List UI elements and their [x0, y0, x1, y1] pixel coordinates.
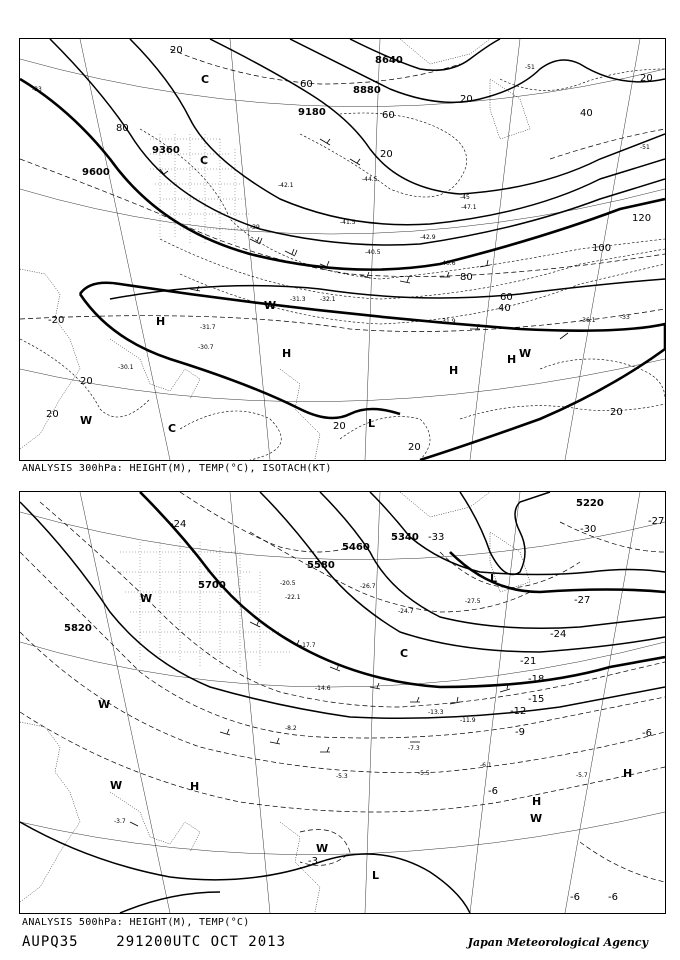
station-value: -13.3 — [428, 709, 444, 716]
graticule-300 — [20, 39, 665, 460]
temperature-label: -6 — [570, 892, 580, 903]
warm-marker: W — [519, 347, 532, 360]
low-marker: L — [372, 869, 380, 882]
chart-footer — [22, 934, 286, 950]
station-value: -27.5 — [465, 598, 481, 605]
temperature-label: -45 — [460, 194, 470, 201]
station-values-300 — [118, 176, 596, 371]
temperature-lines-300 — [20, 49, 665, 332]
height-label: 9600 — [82, 167, 110, 178]
cold-marker: C — [200, 154, 209, 167]
cold-marker: C — [400, 647, 409, 660]
isotach-label: 40 — [580, 108, 593, 119]
warm-marker: W — [530, 812, 543, 825]
center-markers-300 — [80, 73, 531, 435]
height-labels-300 — [82, 55, 403, 178]
station-value: -5.3 — [336, 773, 348, 780]
warm-marker: W — [110, 779, 123, 792]
station-value: -42.9 — [420, 234, 436, 241]
high-marker: H — [532, 795, 542, 808]
temperature-label: -3 — [308, 856, 318, 867]
cold-marker: C — [168, 422, 177, 435]
temperature-label: -33 — [620, 314, 630, 321]
temperature-label: -30 — [580, 524, 597, 535]
temperature-label: -39 — [250, 224, 260, 231]
isotach-label: 20 — [170, 45, 183, 56]
cold-marker: C — [201, 73, 210, 86]
height-label: 9180 — [298, 107, 326, 118]
station-value: -31.3 — [290, 296, 306, 303]
temperature-label: -24 — [550, 629, 567, 640]
isotach-label: 20 — [80, 376, 93, 387]
product-code: AUPQ35 — [22, 934, 79, 950]
station-value: -42.1 — [278, 182, 294, 189]
high-marker: H — [190, 780, 200, 793]
station-value: -31.9 — [440, 318, 456, 325]
map-300hpa — [19, 38, 666, 461]
temperature-label: -24 — [170, 519, 187, 530]
height-label: 8880 — [353, 85, 381, 96]
isotach-label: 20 — [460, 94, 473, 105]
caption-500hpa: ANALYSIS 500hPa: HEIGHT(M), TEMP(°C) — [22, 917, 250, 928]
height-label: 5580 — [307, 560, 335, 571]
warm-marker: W — [316, 842, 329, 855]
temperature-label: -9 — [515, 727, 525, 738]
graticule-500 — [20, 492, 665, 913]
station-value: -8.2 — [285, 725, 297, 732]
isotach-label: 20 — [640, 73, 653, 84]
temperature-labels-300 — [32, 64, 650, 326]
height-label: 5700 — [198, 580, 226, 591]
low-marker: L — [368, 417, 376, 430]
caption-300hpa: ANALYSIS 300hPa: HEIGHT(M), TEMP(°C), ISOTACH(KT) — [22, 463, 332, 474]
high-marker: H — [449, 364, 459, 377]
station-value: -24.7 — [398, 608, 414, 615]
station-value: -31.7 — [200, 324, 216, 331]
temperature-label: -21 — [520, 656, 537, 667]
height-label: 5820 — [64, 623, 92, 634]
agency-name: Japan Meteorological Agency — [467, 936, 648, 949]
isotach-label: 60 — [382, 110, 395, 121]
valid-time: 291200UTC OCT 2013 — [116, 934, 287, 950]
station-value: -41.5 — [340, 219, 356, 226]
isotach-label: 20 — [610, 407, 623, 418]
isotach-label: 80 — [460, 272, 473, 283]
high-marker: H — [156, 315, 166, 328]
temperature-label: -18 — [528, 674, 545, 685]
station-value: -5.7 — [576, 772, 588, 779]
height-label: 8640 — [375, 55, 403, 66]
temperature-label: -33 — [428, 532, 445, 543]
warm-marker: W — [264, 299, 277, 312]
isotach-labels-300 — [46, 45, 653, 453]
temperature-labels-500 — [170, 516, 664, 903]
height-label: 5460 — [342, 542, 370, 553]
temperature-label: -12 — [510, 706, 527, 717]
map-500hpa-canvas — [20, 492, 665, 913]
isotach-label: 100 — [592, 243, 612, 254]
warm-marker: W — [80, 414, 93, 427]
station-value: -11.9 — [460, 717, 476, 724]
temperature-label: -6 — [608, 892, 618, 903]
station-value: -30.7 — [198, 344, 214, 351]
height-label: 5220 — [576, 498, 604, 509]
high-marker: H — [507, 353, 517, 366]
station-value: -40.5 — [365, 249, 381, 256]
high-marker: H — [282, 347, 292, 360]
station-value: -14.6 — [315, 685, 331, 692]
isotach-label: 20 — [333, 421, 346, 432]
station-value: -30.1 — [118, 364, 134, 371]
station-value: -6.1 — [480, 762, 492, 769]
station-value: -20.5 — [280, 580, 296, 587]
wind-barbs-500 — [130, 620, 510, 826]
isotach-label: 60 — [300, 79, 313, 90]
center-markers-500 — [98, 572, 632, 882]
isotach-label: 80 — [116, 123, 129, 134]
height-contours-300 — [20, 39, 665, 460]
warm-marker: W — [98, 698, 111, 711]
station-value: -17.7 — [300, 642, 316, 649]
station-value: -36.1 — [580, 317, 596, 324]
low-marker: L — [490, 572, 498, 585]
station-value: -7.3 — [408, 745, 420, 752]
temperature-label: -51 — [640, 144, 650, 151]
station-value: -3.7 — [114, 818, 126, 825]
isotach-label: 20 — [46, 409, 59, 420]
height-contours-500 — [20, 492, 665, 913]
high-marker: H — [623, 767, 633, 780]
height-label: 9360 — [152, 145, 180, 156]
temperature-label: -20 — [48, 315, 65, 326]
temperature-label: -33 — [32, 86, 42, 93]
temperature-label: -6 — [488, 786, 498, 797]
map-300hpa-canvas — [20, 39, 665, 460]
station-value: -44.5 — [362, 176, 378, 183]
station-values-500 — [114, 580, 591, 825]
station-value: -26.7 — [360, 583, 376, 590]
temperature-label: -27 — [574, 595, 591, 606]
isotach-label: 40 — [498, 303, 511, 314]
station-value: -5.5 — [418, 770, 430, 777]
station-value: -40.6 — [440, 260, 456, 267]
isotach-label: 20 — [380, 149, 393, 160]
temperature-label: -27 — [648, 516, 665, 527]
height-label: 5340 — [391, 532, 419, 543]
map-500hpa — [19, 491, 666, 914]
isotach-label: 60 — [500, 292, 513, 303]
warm-marker: W — [140, 592, 153, 605]
isotach-label: 120 — [632, 213, 652, 224]
temperature-label: -51 — [525, 64, 535, 71]
station-value: -47.1 — [461, 204, 477, 211]
isotach-label: 20 — [408, 442, 421, 453]
temperature-label: -6 — [642, 728, 652, 739]
station-value: -32.1 — [320, 296, 336, 303]
temperature-label: -15 — [528, 694, 545, 705]
station-value: -22.1 — [285, 594, 301, 601]
